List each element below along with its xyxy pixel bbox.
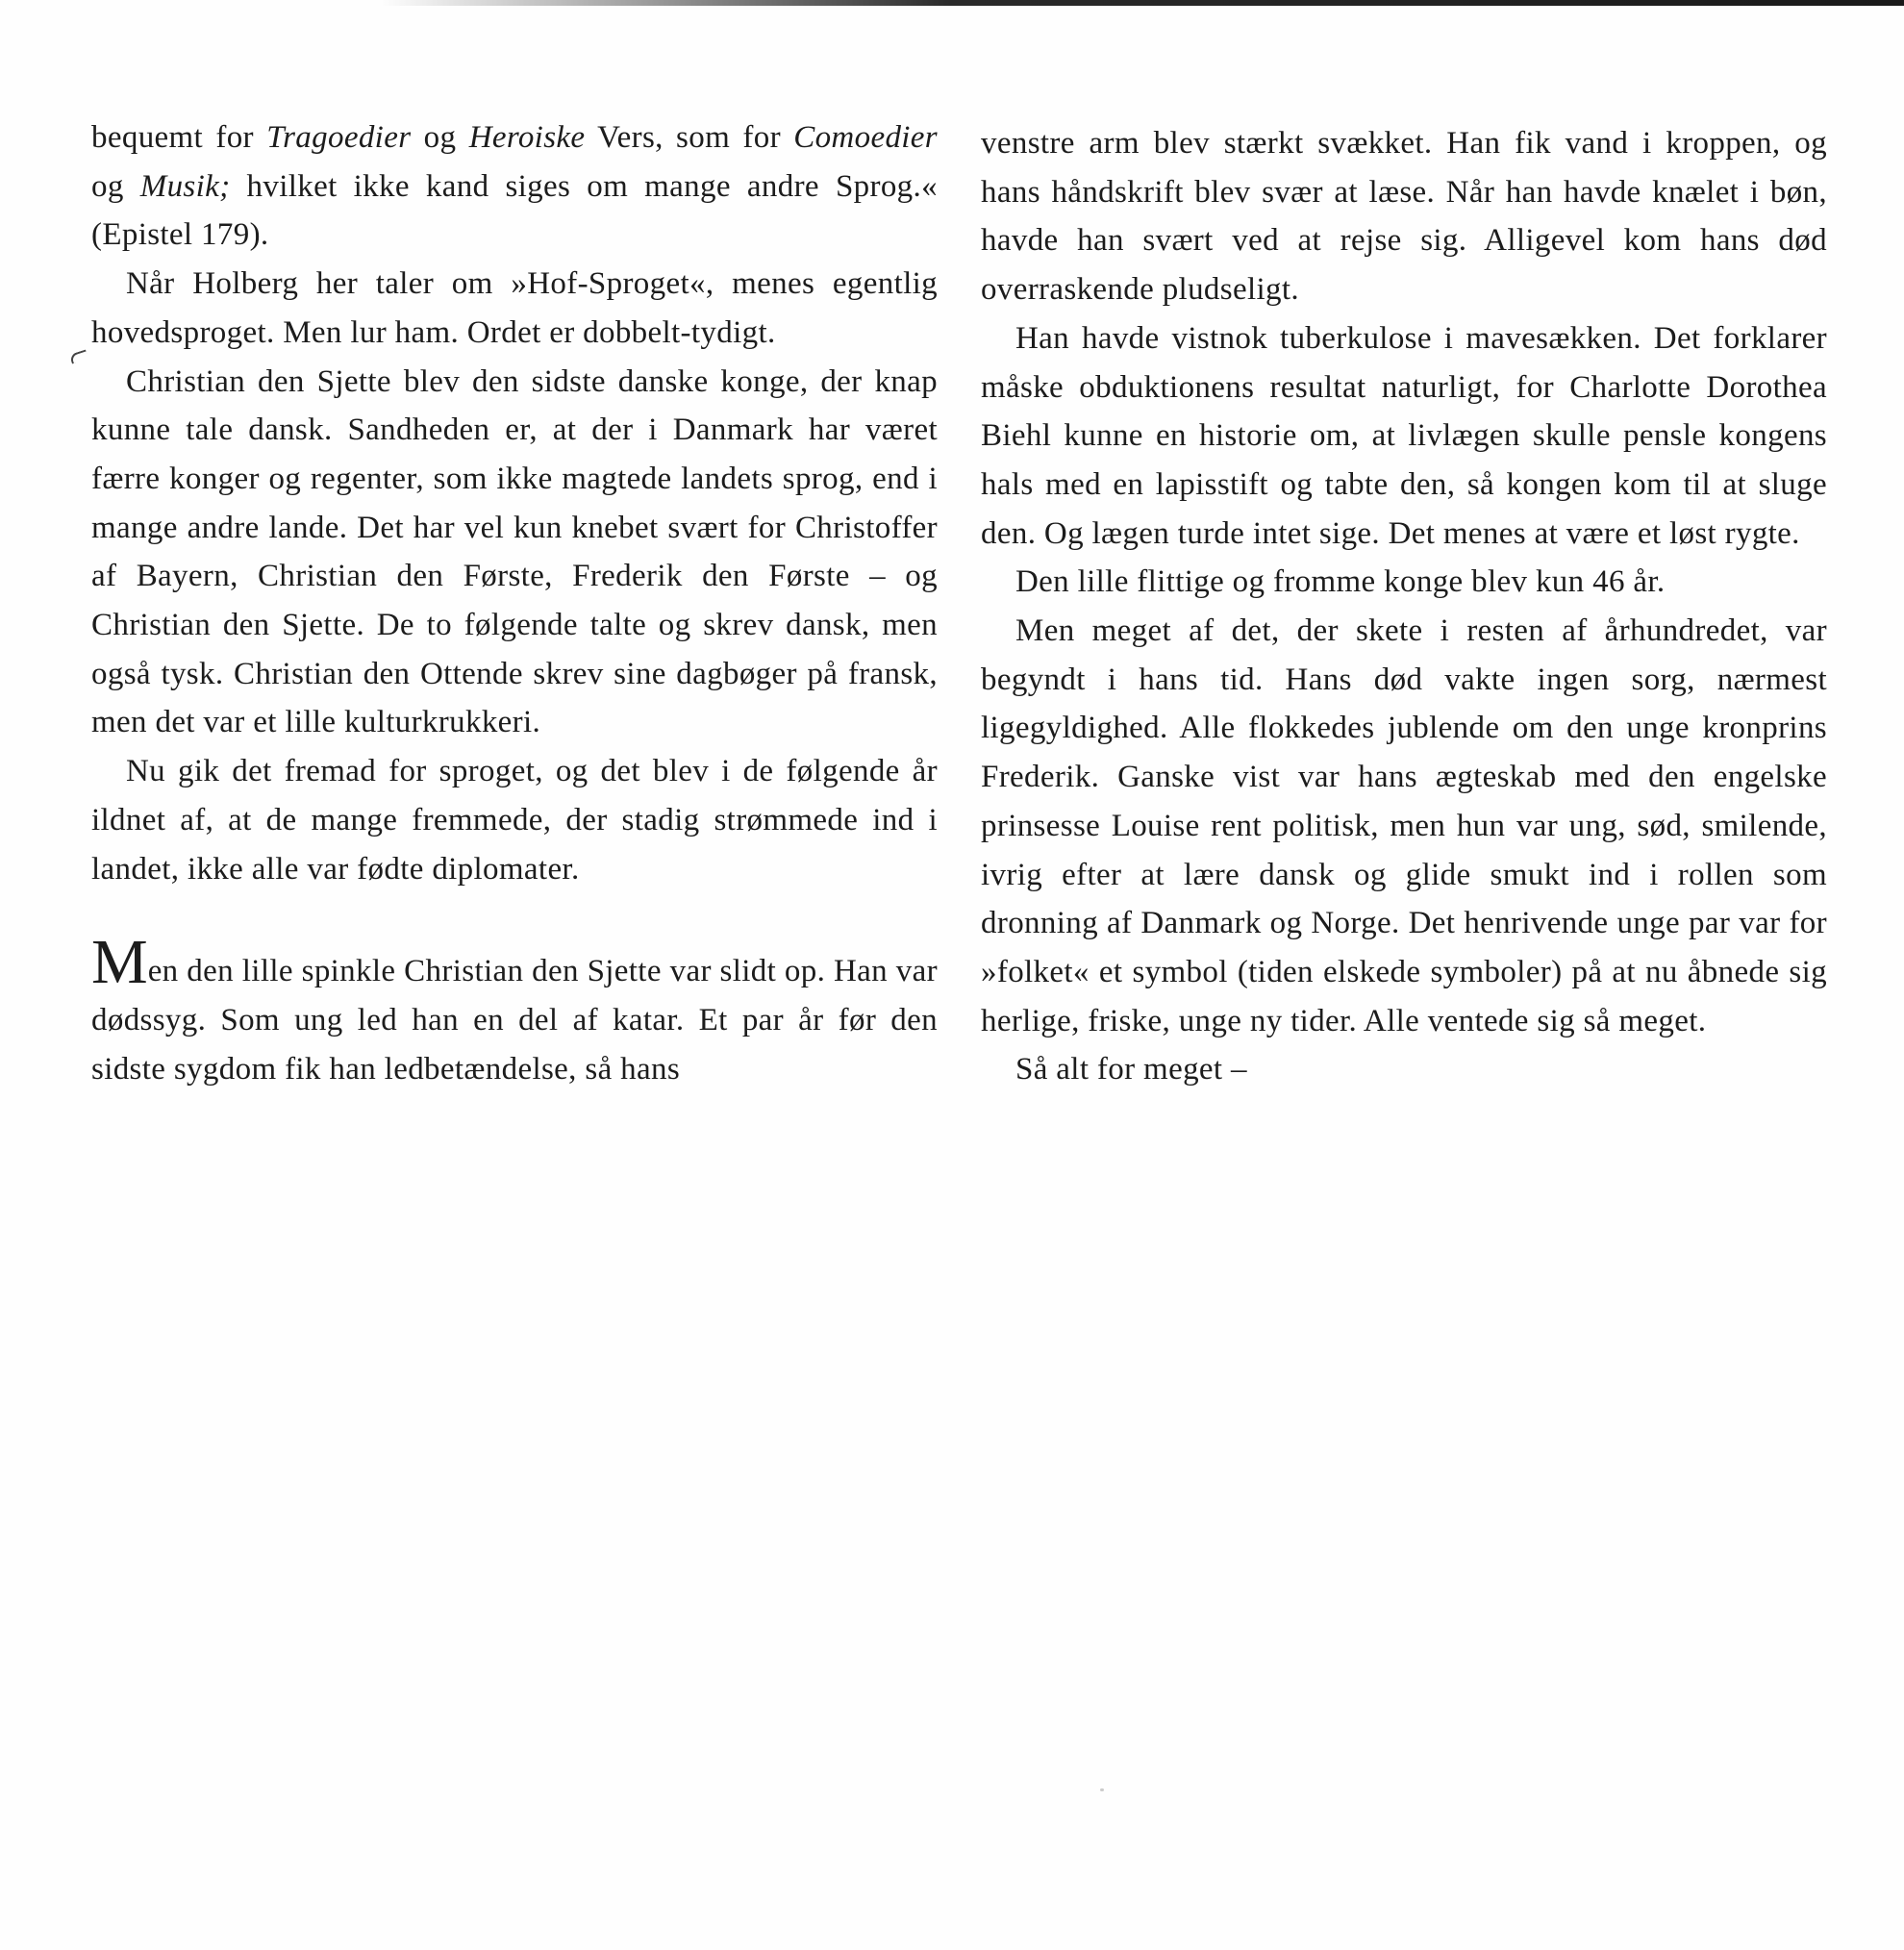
paragraph-section-start (91, 927, 938, 1093)
page-top-edge (0, 0, 1904, 6)
paragraph-tuberculosis: Han havde vistnok tuberkulose i mavesækken. Det forklarer måske obduktionens resultat naturligt, for Charlotte Dorothea Biehl kunne en historie om, at livlægen skulle pensle kongens hals med en lapisstift og tabte den, så kongen kom til at sluge den. Og lægen turde intet sige. Det menes at være et løst rygte. (981, 320, 1827, 551)
paragraph-illness: venstre arm blev stærkt svækket. Han fik vand i kroppen, og hans håndskrift blev svær at læse. Når han havde knælet i bøn, havde han svært ved at rejse sig. Alligevel kom hans død overraskende pludseligt. (981, 126, 1827, 308)
text-run: og (91, 168, 140, 204)
italic-word: Comoedier (793, 120, 939, 155)
text-run: bequemt for (91, 120, 267, 155)
right-column (981, 119, 1827, 1094)
drop-cap-initial: M (91, 927, 148, 998)
paragraph-age: Den lille flittige og fromme konge blev kun 46 år. (1015, 564, 1666, 600)
paragraph-language-progress: Nu gik det fremad for sproget, og det blev i de følgende år ildnet af, at de mange fremmede, der stadig strømmede ind i landet, ikke alle var fødte diplomater. (91, 754, 938, 887)
paper-speck (1100, 1788, 1104, 1791)
italic-word: Tragoedier (266, 120, 412, 155)
pencil-mark (69, 349, 88, 363)
text-run: og (411, 120, 469, 155)
italic-word: Heroiske (468, 120, 586, 155)
text-run: en den lille spinkle Christian den Sjette var slidt op. Han var dødssyg. Som ung led han en del af katar. Et par år før den sidste sygdom fik han ledbetændelse, så hans (91, 954, 938, 1087)
paragraph-hof-sproget: Når Holberg her taler om »Hof-Sproget«, menes egentlig hovedsproget. Men lur ham. Ordet er dobbelt-tydigt. (91, 266, 938, 350)
left-column (91, 113, 938, 1093)
paragraph-succession: Men meget af det, der skete i resten af århundredet, var begyndt i hans tid. Hans død vakte ingen sorg, nærmest ligegyldighed. Alle flokkedes jublende om den unge kronprins Frederik. Ganske vist var hans ægteskab med den engelske prinsesse Louise rent politisk, men hun var ung, sød, smilende, ivrig efter at lære dansk og glide smukt ind i rollen som dronning af Danmark og Norge. Det henrivende unge par var for »folket« et symbol (tiden elskede symboler) på at nu åbnede sig herlige, friske, unge ny tider. Alle ventede sig så meget. (981, 613, 1827, 1038)
text-run: Vers, som for (585, 120, 794, 155)
text-run: hvilket ikke kand siges om mange andre Sprog.« (Epistel 179). (91, 168, 938, 253)
paragraph-christian-sjette-language: Christian den Sjette blev den sidste danske konge, der knap kunne tale dansk. Sandheden er, at der i Danmark har været færre konger og regenter, som ikke magtede landets sprog, end i mange andre lande. Det har vel kun knebet svært for Christoffer af Bayern, Christian den Første, Frederik den Første – og Christian den Sjette. De to følgende talte og skrev dansk, men også tysk. Christian den Ottende skrev sine dagbøger på fransk, men det var et lille kulturkrukkeri. (91, 363, 938, 740)
paragraph-quote-ending (91, 113, 938, 260)
italic-word: Musik; (139, 168, 231, 204)
paragraph-closing: Så alt for meget – (1015, 1052, 1247, 1088)
